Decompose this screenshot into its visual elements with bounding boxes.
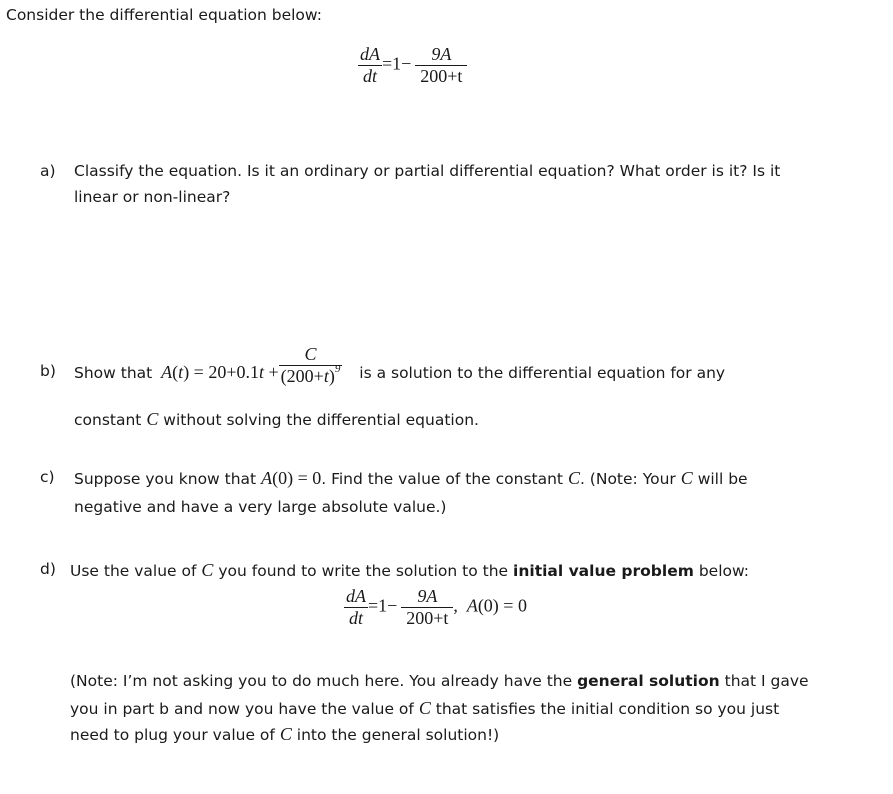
write-solution-text: you found to write the solution to the	[218, 562, 509, 580]
var-c: C	[201, 560, 214, 580]
note-line2-post: that satisfies the initial condition so you just	[435, 700, 780, 718]
note-line3-pre: need to plug your value of	[70, 726, 275, 744]
var-c: C	[567, 468, 580, 488]
use-value-text: Use the value of	[70, 562, 197, 580]
intro-text: Consider the differential equation below:	[6, 6, 322, 24]
equals-one-minus: =1−	[382, 53, 412, 74]
part-a-line1: Classify the equation. Is it an ordinary or partial differential equation? What order is it? Is it	[74, 162, 781, 180]
part-a-line2: linear or non-linear?	[74, 188, 231, 206]
initial-value-problem-bold: initial value problem	[513, 562, 694, 580]
var-c: C	[146, 409, 159, 429]
note-line1	[70, 672, 809, 690]
main-equation	[358, 44, 467, 87]
ivp-equation	[344, 586, 527, 629]
part-c-line1	[74, 468, 748, 489]
part-a-label: a)	[40, 162, 56, 180]
ivp-lhs-fraction	[344, 586, 368, 629]
below-text: below:	[698, 562, 750, 580]
ivp-rhs-fraction	[401, 586, 453, 629]
show-that-text: Show that	[74, 364, 153, 382]
general-solution-bold: general solution	[577, 672, 720, 690]
rhs-numerator: 9A	[431, 44, 452, 64]
suppose-text: Suppose you know that	[74, 470, 257, 488]
rhs-denominator: 200+t	[420, 66, 463, 86]
ivp-rhs-numerator: 9A	[417, 586, 438, 606]
ivp-lhs-numerator: dA	[346, 586, 366, 606]
note-your-text: . (Note: Your	[579, 470, 676, 488]
ivp-lhs-denominator: dt	[348, 608, 363, 628]
constant-text: constant	[74, 411, 142, 429]
part-b-label: b)	[40, 362, 56, 380]
note-line1-pre: (Note: I’m not asking you to do much here. You already have the	[70, 672, 573, 690]
var-c: C	[680, 468, 693, 488]
solution-numerator: C	[304, 344, 317, 364]
var-c: C	[418, 698, 431, 718]
will-be-text: will be	[697, 470, 748, 488]
note-line2-pre: you in part b and now you have the value of	[70, 700, 414, 718]
part-b-rest: is a solution to the differential equation for any	[359, 364, 726, 382]
solution-denominator: $(200+t)^9$	[280, 363, 341, 386]
part-d-label: d)	[40, 560, 56, 578]
part-c-line2: negative and have a very large absolute value.)	[74, 498, 447, 516]
ivp-condition: , A(0) = 0	[453, 595, 527, 616]
note-line3-post: into the general solution!)	[296, 726, 500, 744]
note-line1-post: that I gave	[724, 672, 809, 690]
rhs-fraction	[415, 44, 467, 87]
lhs-fraction	[358, 44, 382, 87]
solution-fraction	[279, 344, 343, 387]
without-solving-text: without solving the differential equation.	[163, 411, 479, 429]
ivp-rhs-denominator: 200+t	[406, 608, 449, 628]
var-c: C	[279, 724, 292, 744]
part-b-line2	[74, 409, 479, 430]
part-c-label: c)	[40, 468, 55, 486]
part-b-line1	[74, 344, 725, 387]
note-line3	[70, 724, 499, 745]
initial-condition: A(0) = 0	[261, 468, 322, 488]
ivp-equals-one-minus: =1−	[368, 595, 398, 616]
find-value-text: . Find the value of the constant	[321, 470, 563, 488]
note-line2	[70, 698, 779, 719]
exponent: 9	[334, 363, 341, 375]
lhs-numerator: dA	[360, 44, 380, 64]
part-d-line1	[70, 560, 749, 581]
lhs-denominator: dt	[362, 66, 377, 86]
solution-function: A(t) = 20+0.1t +	[161, 362, 279, 382]
